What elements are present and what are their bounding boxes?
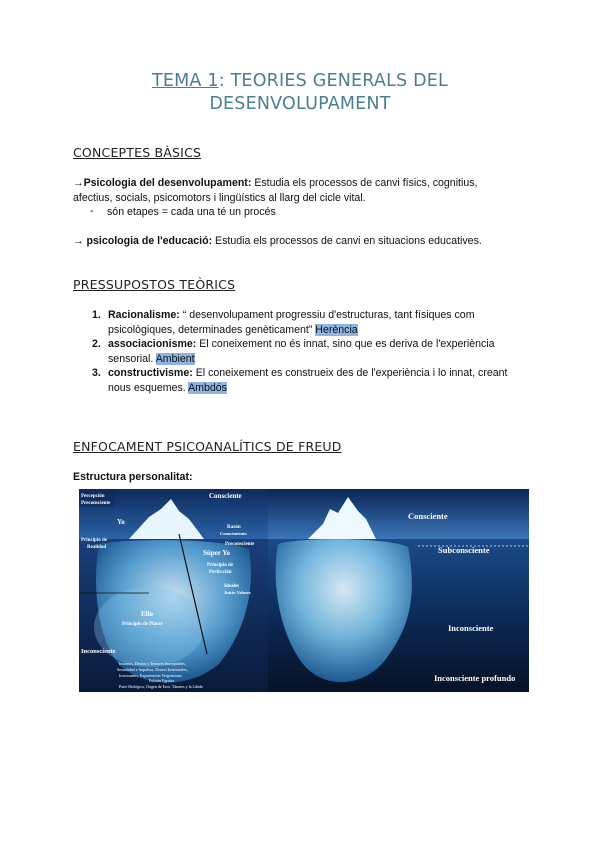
label-ideales-1: Ideales (224, 584, 239, 589)
label-bottom-2: Sexualidad e Impulsos, Deseos Irracionales, (117, 667, 188, 672)
label-bottom-1: Instintos, Deseos y Temores Inaceptables, (119, 661, 186, 666)
item-number: 3. (92, 367, 101, 380)
item-text: “ desenvolupament progressiu d'estructuras, tant físiques com psicològiques, determinades genèticament” (108, 309, 475, 336)
label-principio-perfeccion-1: Principio de (207, 563, 233, 568)
term: psicologia de l'educació: (86, 235, 213, 247)
arrow-glyph: → (73, 235, 87, 247)
label-subconsciente: Subconsciente (438, 545, 490, 555)
text: Estudia els processos de canvi físics, cognitius, (251, 177, 478, 189)
label-bottom-5: Parte Biológica, Origen de Eros, Tánatos y la Libido (119, 684, 204, 689)
label-consciente: Consciente (209, 492, 242, 500)
label-percepcion: Percepción (81, 494, 105, 499)
label-super-yo: Súper Yo (203, 549, 231, 557)
label-preconsciente-top: Preconsciente (81, 501, 111, 506)
iceberg-freud-image (79, 489, 268, 692)
heading-freud: ENFOCAMENT PSICOANALÍTICS DE FREUD (73, 439, 342, 454)
iceberg-levels-image (268, 489, 529, 692)
iceberg-freud-illustration (79, 489, 268, 692)
title-part1: TEMA 1 (151, 71, 219, 91)
item-number: 1. (92, 309, 101, 321)
subheading-estructura: Estructura personalitat: (73, 471, 193, 483)
label-razon-2: Conocimiento (220, 531, 247, 536)
page-title (0, 70, 600, 116)
label-ello: Ello (141, 610, 154, 618)
item-term: associacionisme: (108, 338, 197, 351)
label-bottom-4: Pulsión Egoísta (149, 678, 175, 683)
item-text: El coneixement es construeix des de l'experiència i lo innat, creant nous esquemes. (108, 367, 508, 394)
title-line2: DESENVOLUPAMENT (209, 94, 391, 114)
title-part2: : TEORIES GENERALS DEL (218, 71, 449, 91)
text: Estudia els processos de canvi en situacions educatives. (212, 235, 482, 247)
label-yo: Yo (117, 518, 125, 526)
label-principio-placer: Principio de Placer (122, 622, 163, 627)
label-inconsciente-profundo: Inconsciente profundo (434, 673, 516, 683)
bullet-text: són etapes = cada una té un procés (107, 206, 276, 218)
label-inconsciente: Inconsciente (81, 648, 116, 655)
bullet-dash: - (90, 205, 94, 217)
list-item (92, 337, 532, 366)
heading-pressupostos: PRESSUPOSTOS TEÒRICS (73, 277, 236, 292)
label-preconsciente: Preconsciente (225, 542, 255, 547)
item-term: Racionalisme: (108, 309, 180, 321)
arrow-glyph: → (73, 177, 84, 189)
label-bottom-3: Irracionales, Experiencias Vergonzosas (119, 673, 182, 678)
item-term: constructivisme: (108, 367, 193, 380)
item-highlight: Ambdós (188, 381, 227, 394)
label-principio-realidad-2: Realidad (87, 545, 107, 550)
label-consciente: Consciente (408, 511, 448, 521)
heading-conceptes: CONCEPTES BÀSICS (73, 145, 202, 160)
list-item (92, 308, 532, 337)
paragraph-psicologia-desenvolupament (73, 176, 533, 205)
label-razon-1: Razón (227, 525, 241, 530)
label-ideales-2: Juicio Valores (224, 590, 251, 595)
label-principio-realidad-1: Principio de (81, 538, 107, 543)
item-highlight: Ambient (155, 352, 195, 365)
paragraph-psicologia-educacio (73, 234, 533, 249)
label-inconsciente: Inconsciente (448, 623, 494, 633)
iceberg-levels-illustration (268, 489, 529, 692)
item-highlight: Herència (315, 323, 358, 336)
item-number: 2. (92, 338, 101, 351)
term: Psicologia del desenvolupament: (83, 177, 252, 189)
pressupostos-list (92, 308, 532, 396)
list-item (92, 366, 532, 395)
item-text: El coneixement no és innat, sino que es deriva de l'experiència sensorial. (108, 338, 495, 365)
label-principio-perfeccion-2: Perfección (209, 570, 232, 575)
text: afectius, socials, psicomotors i lingüístics al llarg del cicle vital. (73, 191, 366, 204)
